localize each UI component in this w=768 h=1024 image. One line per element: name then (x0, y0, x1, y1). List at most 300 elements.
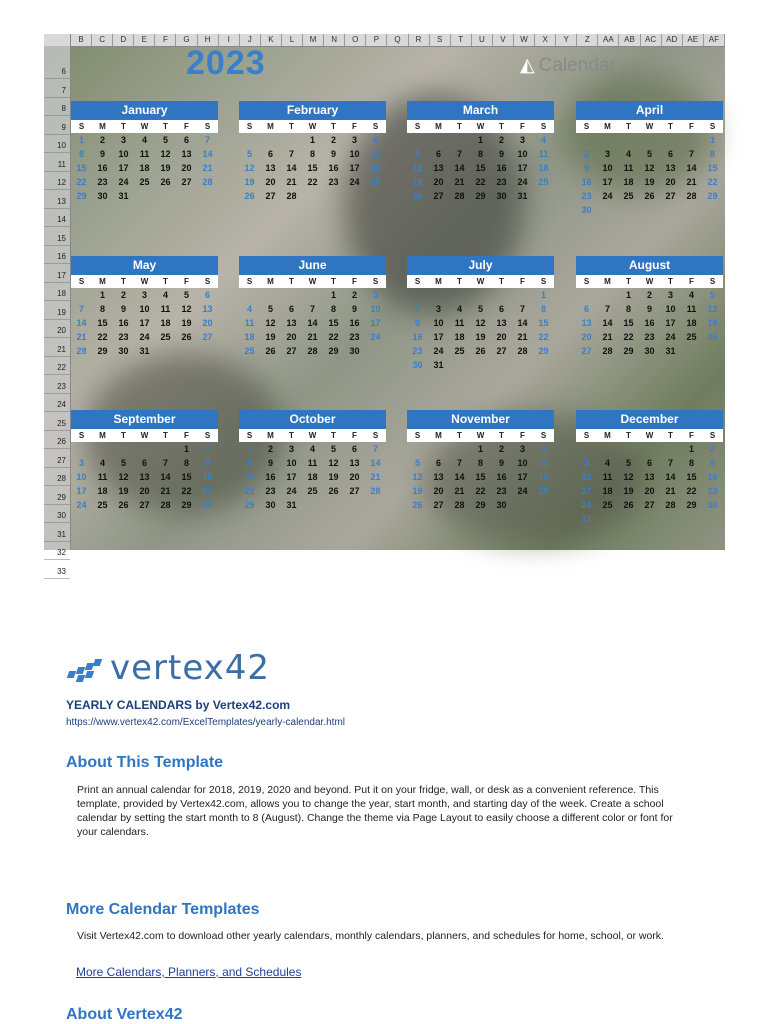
day-cell[interactable]: 19 (623, 486, 634, 496)
day-cell[interactable]: 2 (498, 135, 504, 145)
day-cell[interactable]: 23 (202, 486, 213, 496)
day-cell[interactable]: 25 (538, 486, 549, 496)
day-cell[interactable]: 24 (517, 486, 528, 496)
day-cell[interactable]: 30 (644, 346, 655, 356)
day-cell[interactable]: 11 (623, 163, 634, 173)
row-header-cell[interactable]: 6 (44, 64, 70, 79)
row-header-cell[interactable]: 16 (44, 249, 70, 264)
day-cell[interactable]: 9 (204, 458, 210, 468)
day-cell[interactable]: 8 (477, 458, 483, 468)
day-cell[interactable]: 28 (665, 500, 676, 510)
day-cell[interactable]: 17 (370, 318, 381, 328)
day-cell[interactable]: 11 (538, 458, 549, 468)
day-cell[interactable]: 27 (349, 486, 360, 496)
day-cell[interactable]: 29 (623, 346, 634, 356)
day-cell[interactable]: 13 (349, 458, 360, 468)
day-cell[interactable]: 8 (540, 304, 546, 314)
day-cell[interactable]: 20 (286, 332, 297, 342)
day-cell[interactable]: 3 (351, 135, 357, 145)
day-cell[interactable]: 14 (370, 458, 381, 468)
day-cell[interactable]: 27 (181, 177, 192, 187)
day-cell[interactable]: 27 (665, 191, 676, 201)
day-cell[interactable]: 5 (625, 458, 631, 468)
day-cell[interactable]: 20 (265, 177, 276, 187)
day-cell[interactable]: 12 (412, 472, 423, 482)
day-cell[interactable]: 10 (517, 458, 528, 468)
day-cell[interactable]: 10 (433, 318, 444, 328)
day-cell[interactable]: 9 (120, 304, 126, 314)
day-cell[interactable]: 18 (97, 486, 108, 496)
day-cell[interactable]: 19 (181, 318, 192, 328)
day-cell[interactable]: 2 (646, 290, 652, 300)
day-cell[interactable]: 12 (328, 458, 339, 468)
day-cell[interactable]: 24 (581, 500, 592, 510)
day-cell[interactable]: 20 (433, 486, 444, 496)
day-cell[interactable]: 14 (517, 318, 528, 328)
column-header-cell[interactable]: R (409, 34, 430, 46)
day-cell[interactable]: 12 (118, 472, 129, 482)
day-cell[interactable]: 15 (181, 472, 192, 482)
day-cell[interactable]: 29 (538, 346, 549, 356)
day-cell[interactable]: 27 (265, 191, 276, 201)
day-cell[interactable]: 1 (78, 135, 84, 145)
day-cell[interactable]: 31 (517, 191, 528, 201)
day-cell[interactable]: 14 (160, 472, 171, 482)
day-cell[interactable]: 9 (330, 149, 336, 159)
day-cell[interactable]: 25 (686, 332, 697, 342)
day-cell[interactable]: 31 (139, 346, 150, 356)
column-header-cell[interactable]: B (71, 34, 92, 46)
day-cell[interactable]: 19 (412, 486, 423, 496)
day-cell[interactable]: 17 (139, 318, 150, 328)
day-cell[interactable]: 12 (244, 163, 255, 173)
day-cell[interactable]: 11 (244, 318, 255, 328)
day-cell[interactable]: 14 (76, 318, 87, 328)
day-cell[interactable]: 27 (202, 332, 213, 342)
row-header-cell[interactable]: 26 (44, 434, 70, 449)
day-cell[interactable]: 4 (246, 304, 252, 314)
day-cell[interactable]: 30 (349, 346, 360, 356)
column-header-cell[interactable]: S (430, 34, 451, 46)
column-header-cell[interactable]: U (472, 34, 493, 46)
day-cell[interactable]: 4 (540, 135, 546, 145)
day-cell[interactable]: 20 (181, 163, 192, 173)
day-cell[interactable]: 29 (181, 500, 192, 510)
day-cell[interactable]: 30 (496, 500, 507, 510)
day-cell[interactable]: 18 (370, 163, 381, 173)
day-cell[interactable]: 14 (307, 318, 318, 328)
day-cell[interactable]: 2 (583, 149, 589, 159)
day-cell[interactable]: 14 (686, 163, 697, 173)
day-cell[interactable]: 28 (160, 500, 171, 510)
day-cell[interactable]: 16 (496, 472, 507, 482)
day-cell[interactable]: 8 (709, 149, 715, 159)
day-cell[interactable]: 26 (644, 191, 655, 201)
day-cell[interactable]: 1 (246, 444, 252, 454)
day-cell[interactable]: 5 (414, 458, 420, 468)
day-cell[interactable]: 1 (477, 135, 483, 145)
day-cell[interactable]: 24 (349, 177, 360, 187)
day-cell[interactable]: 22 (538, 332, 549, 342)
day-cell[interactable]: 6 (183, 135, 189, 145)
day-cell[interactable]: 9 (709, 458, 715, 468)
day-cell[interactable]: 10 (349, 149, 360, 159)
day-cell[interactable]: 3 (120, 135, 126, 145)
day-cell[interactable]: 3 (604, 149, 610, 159)
day-cell[interactable]: 19 (328, 472, 339, 482)
day-cell[interactable]: 6 (583, 304, 589, 314)
day-cell[interactable]: 10 (118, 149, 129, 159)
column-header-cell[interactable]: AF (704, 34, 725, 46)
day-cell[interactable]: 21 (602, 332, 613, 342)
day-cell[interactable]: 7 (288, 149, 294, 159)
day-cell[interactable]: 4 (141, 135, 147, 145)
row-header-cell[interactable]: 10 (44, 138, 70, 153)
day-cell[interactable]: 11 (370, 149, 381, 159)
day-cell[interactable]: 6 (435, 149, 441, 159)
day-cell[interactable]: 2 (267, 444, 273, 454)
day-cell[interactable]: 15 (97, 318, 108, 328)
day-cell[interactable]: 22 (244, 486, 255, 496)
day-cell[interactable]: 21 (370, 472, 381, 482)
day-cell[interactable]: 26 (265, 346, 276, 356)
day-cell[interactable]: 26 (475, 346, 486, 356)
day-cell[interactable]: 17 (581, 486, 592, 496)
day-cell[interactable]: 19 (412, 177, 423, 187)
day-cell[interactable]: 4 (309, 444, 315, 454)
day-cell[interactable]: 4 (625, 149, 631, 159)
day-cell[interactable]: 9 (498, 149, 504, 159)
column-header-cell[interactable]: Q (387, 34, 408, 46)
row-header-cell[interactable]: 31 (44, 527, 70, 542)
row-header-cell[interactable]: 14 (44, 212, 70, 227)
day-cell[interactable]: 28 (202, 177, 213, 187)
row-header-cell[interactable]: 21 (44, 342, 70, 357)
day-cell[interactable]: 21 (307, 332, 318, 342)
day-cell[interactable]: 18 (139, 163, 150, 173)
day-cell[interactable]: 9 (351, 304, 357, 314)
day-cell[interactable]: 7 (456, 149, 462, 159)
day-cell[interactable]: 22 (475, 486, 486, 496)
column-header-cell[interactable]: H (198, 34, 219, 46)
day-cell[interactable]: 18 (686, 318, 697, 328)
day-cell[interactable]: 28 (286, 191, 297, 201)
day-cell[interactable]: 23 (581, 191, 592, 201)
column-header-cell[interactable]: AA (598, 34, 619, 46)
day-cell[interactable]: 14 (454, 163, 465, 173)
day-cell[interactable]: 23 (496, 486, 507, 496)
day-cell[interactable]: 27 (139, 500, 150, 510)
day-cell[interactable]: 18 (160, 318, 171, 328)
day-cell[interactable]: 11 (454, 318, 465, 328)
day-cell[interactable]: 8 (183, 458, 189, 468)
day-cell[interactable]: 15 (623, 318, 634, 328)
day-cell[interactable]: 15 (76, 163, 87, 173)
day-cell[interactable]: 4 (162, 290, 168, 300)
day-cell[interactable]: 29 (97, 346, 108, 356)
row-header-cell[interactable]: 27 (44, 453, 70, 468)
day-cell[interactable]: 6 (351, 444, 357, 454)
day-cell[interactable]: 28 (517, 346, 528, 356)
day-cell[interactable]: 14 (602, 318, 613, 328)
row-header-cell[interactable]: 13 (44, 194, 70, 209)
column-header-cell[interactable]: Y (556, 34, 577, 46)
day-cell[interactable]: 25 (623, 191, 634, 201)
day-cell[interactable]: 26 (412, 500, 423, 510)
day-cell[interactable]: 20 (581, 332, 592, 342)
day-cell[interactable]: 3 (78, 458, 84, 468)
day-cell[interactable]: 16 (707, 472, 718, 482)
day-cell[interactable]: 10 (517, 149, 528, 159)
day-cell[interactable]: 26 (160, 177, 171, 187)
more-calendars-link[interactable]: More Calendars, Planners, and Schedules (76, 965, 302, 979)
day-cell[interactable]: 8 (246, 458, 252, 468)
day-cell[interactable]: 17 (118, 163, 129, 173)
column-header-cell[interactable]: AE (683, 34, 704, 46)
day-cell[interactable]: 30 (707, 500, 718, 510)
day-cell[interactable]: 24 (286, 486, 297, 496)
day-cell[interactable]: 7 (456, 458, 462, 468)
column-header-cell[interactable]: E (134, 34, 155, 46)
day-cell[interactable]: 10 (76, 472, 87, 482)
day-cell[interactable]: 11 (97, 472, 108, 482)
day-cell[interactable]: 23 (349, 332, 360, 342)
row-header-cell[interactable]: 32 (44, 545, 70, 560)
day-cell[interactable]: 7 (688, 149, 694, 159)
day-cell[interactable]: 21 (665, 486, 676, 496)
day-cell[interactable]: 21 (202, 163, 213, 173)
row-header-cell[interactable]: 23 (44, 379, 70, 394)
day-cell[interactable]: 10 (581, 472, 592, 482)
day-cell[interactable]: 27 (581, 346, 592, 356)
day-cell[interactable]: 4 (372, 135, 378, 145)
day-cell[interactable]: 9 (583, 163, 589, 173)
day-cell[interactable]: 9 (267, 458, 273, 468)
day-cell[interactable]: 1 (99, 290, 105, 300)
day-cell[interactable]: 26 (412, 191, 423, 201)
day-cell[interactable]: 25 (538, 177, 549, 187)
day-cell[interactable]: 28 (307, 346, 318, 356)
day-cell[interactable]: 1 (309, 135, 315, 145)
day-cell[interactable]: 14 (454, 472, 465, 482)
day-cell[interactable]: 2 (120, 290, 126, 300)
day-cell[interactable]: 11 (686, 304, 697, 314)
day-cell[interactable]: 2 (351, 290, 357, 300)
day-cell[interactable]: 29 (76, 191, 87, 201)
day-cell[interactable]: 23 (118, 332, 129, 342)
day-cell[interactable]: 5 (330, 444, 336, 454)
day-cell[interactable]: 5 (246, 149, 252, 159)
day-cell[interactable]: 15 (538, 318, 549, 328)
day-cell[interactable]: 14 (202, 149, 213, 159)
day-cell[interactable]: 18 (602, 486, 613, 496)
day-cell[interactable]: 28 (686, 191, 697, 201)
day-cell[interactable]: 15 (244, 472, 255, 482)
select-all-corner[interactable] (44, 34, 71, 46)
day-cell[interactable]: 15 (328, 318, 339, 328)
day-cell[interactable]: 22 (623, 332, 634, 342)
day-cell[interactable]: 19 (118, 486, 129, 496)
day-cell[interactable]: 5 (709, 290, 715, 300)
column-header-cell[interactable]: K (261, 34, 282, 46)
day-cell[interactable]: 11 (602, 472, 613, 482)
row-header-cell[interactable]: 9 (44, 120, 70, 135)
day-cell[interactable]: 10 (665, 304, 676, 314)
day-cell[interactable]: 15 (475, 472, 486, 482)
day-cell[interactable]: 10 (602, 163, 613, 173)
day-cell[interactable]: 13 (433, 472, 444, 482)
day-cell[interactable]: 13 (181, 149, 192, 159)
day-cell[interactable]: 21 (517, 332, 528, 342)
day-cell[interactable]: 24 (76, 500, 87, 510)
column-header-cell[interactable]: Z (577, 34, 598, 46)
day-cell[interactable]: 10 (370, 304, 381, 314)
day-cell[interactable]: 11 (139, 149, 150, 159)
day-cell[interactable]: 14 (286, 163, 297, 173)
day-cell[interactable]: 22 (707, 177, 718, 187)
day-cell[interactable]: 30 (412, 360, 423, 370)
row-header-cell[interactable]: 24 (44, 397, 70, 412)
day-cell[interactable]: 22 (97, 332, 108, 342)
day-cell[interactable]: 25 (139, 177, 150, 187)
day-cell[interactable]: 23 (412, 346, 423, 356)
column-header-cell[interactable]: F (155, 34, 176, 46)
day-cell[interactable]: 24 (602, 191, 613, 201)
column-header-cell[interactable]: AC (641, 34, 662, 46)
day-cell[interactable]: 13 (286, 318, 297, 328)
day-cell[interactable]: 7 (204, 135, 210, 145)
day-cell[interactable]: 31 (286, 500, 297, 510)
day-cell[interactable]: 29 (475, 500, 486, 510)
day-cell[interactable]: 13 (139, 472, 150, 482)
day-cell[interactable]: 28 (370, 486, 381, 496)
row-header-cell[interactable]: 12 (44, 175, 70, 190)
column-header-cell[interactable]: I (219, 34, 240, 46)
source-url[interactable]: https://www.vertex42.com/ExcelTemplates/yearly-calendar.html (66, 717, 345, 728)
day-cell[interactable]: 24 (665, 332, 676, 342)
day-cell[interactable]: 6 (435, 458, 441, 468)
day-cell[interactable]: 26 (118, 500, 129, 510)
row-header-cell[interactable]: 18 (44, 286, 70, 301)
day-cell[interactable]: 12 (475, 318, 486, 328)
day-cell[interactable]: 18 (244, 332, 255, 342)
row-header-cell[interactable]: 33 (44, 564, 70, 579)
day-cell[interactable]: 11 (160, 304, 171, 314)
day-cell[interactable]: 30 (265, 500, 276, 510)
day-cell[interactable]: 19 (644, 177, 655, 187)
day-cell[interactable]: 20 (433, 177, 444, 187)
day-cell[interactable]: 30 (97, 191, 108, 201)
day-cell[interactable]: 6 (204, 290, 210, 300)
day-cell[interactable]: 7 (604, 304, 610, 314)
day-cell[interactable]: 13 (496, 318, 507, 328)
day-cell[interactable]: 10 (286, 458, 297, 468)
column-header-cell[interactable]: M (303, 34, 324, 46)
day-cell[interactable]: 10 (139, 304, 150, 314)
row-header-cell[interactable]: 17 (44, 268, 70, 283)
day-cell[interactable]: 19 (707, 318, 718, 328)
day-cell[interactable]: 1 (688, 444, 694, 454)
day-cell[interactable]: 9 (498, 458, 504, 468)
day-cell[interactable]: 4 (99, 458, 105, 468)
day-cell[interactable]: 20 (665, 177, 676, 187)
day-cell[interactable]: 29 (475, 191, 486, 201)
day-cell[interactable]: 18 (538, 472, 549, 482)
row-header-cell[interactable]: 7 (44, 83, 70, 98)
day-cell[interactable]: 12 (623, 472, 634, 482)
day-cell[interactable]: 5 (120, 458, 126, 468)
day-cell[interactable]: 16 (644, 318, 655, 328)
day-cell[interactable]: 9 (99, 149, 105, 159)
day-cell[interactable]: 28 (454, 191, 465, 201)
day-cell[interactable]: 16 (265, 472, 276, 482)
day-cell[interactable]: 28 (76, 346, 87, 356)
day-cell[interactable]: 19 (244, 177, 255, 187)
day-cell[interactable]: 27 (433, 500, 444, 510)
day-cell[interactable]: 25 (160, 332, 171, 342)
day-cell[interactable]: 25 (454, 346, 465, 356)
day-cell[interactable]: 17 (349, 163, 360, 173)
day-cell[interactable]: 1 (330, 290, 336, 300)
day-cell[interactable]: 9 (414, 318, 420, 328)
row-header-cell[interactable]: 19 (44, 305, 70, 320)
day-cell[interactable]: 8 (688, 458, 694, 468)
day-cell[interactable]: 24 (139, 332, 150, 342)
row-header-cell[interactable]: 28 (44, 471, 70, 486)
day-cell[interactable]: 11 (307, 458, 318, 468)
day-cell[interactable]: 7 (78, 304, 84, 314)
day-cell[interactable]: 8 (78, 149, 84, 159)
day-cell[interactable]: 27 (644, 500, 655, 510)
day-cell[interactable]: 3 (141, 290, 147, 300)
day-cell[interactable]: 2 (498, 444, 504, 454)
day-cell[interactable]: 18 (538, 163, 549, 173)
day-cell[interactable]: 12 (265, 318, 276, 328)
day-cell[interactable]: 16 (118, 318, 129, 328)
day-cell[interactable]: 22 (475, 177, 486, 187)
row-header-cell[interactable]: 20 (44, 323, 70, 338)
day-cell[interactable]: 3 (583, 458, 589, 468)
day-cell[interactable]: 22 (328, 332, 339, 342)
column-header-cell[interactable]: AD (662, 34, 683, 46)
day-cell[interactable]: 1 (540, 290, 546, 300)
day-cell[interactable]: 26 (707, 332, 718, 342)
day-cell[interactable]: 4 (540, 444, 546, 454)
column-header-cell[interactable]: W (514, 34, 535, 46)
day-cell[interactable]: 25 (97, 500, 108, 510)
day-cell[interactable]: 19 (265, 332, 276, 342)
day-cell[interactable]: 6 (498, 304, 504, 314)
day-cell[interactable]: 30 (202, 500, 213, 510)
day-cell[interactable]: 12 (707, 304, 718, 314)
day-cell[interactable]: 13 (644, 472, 655, 482)
day-cell[interactable]: 6 (267, 149, 273, 159)
day-cell[interactable]: 21 (454, 486, 465, 496)
day-cell[interactable]: 22 (307, 177, 318, 187)
day-cell[interactable]: 17 (665, 318, 676, 328)
day-cell[interactable]: 17 (602, 177, 613, 187)
day-cell[interactable]: 26 (623, 500, 634, 510)
day-cell[interactable]: 5 (162, 135, 168, 145)
day-cell[interactable]: 24 (517, 177, 528, 187)
day-cell[interactable]: 25 (370, 177, 381, 187)
day-cell[interactable]: 23 (328, 177, 339, 187)
day-cell[interactable]: 8 (309, 149, 315, 159)
day-cell[interactable]: 5 (183, 290, 189, 300)
day-cell[interactable]: 20 (349, 472, 360, 482)
day-cell[interactable]: 1 (183, 444, 189, 454)
day-cell[interactable]: 23 (265, 486, 276, 496)
